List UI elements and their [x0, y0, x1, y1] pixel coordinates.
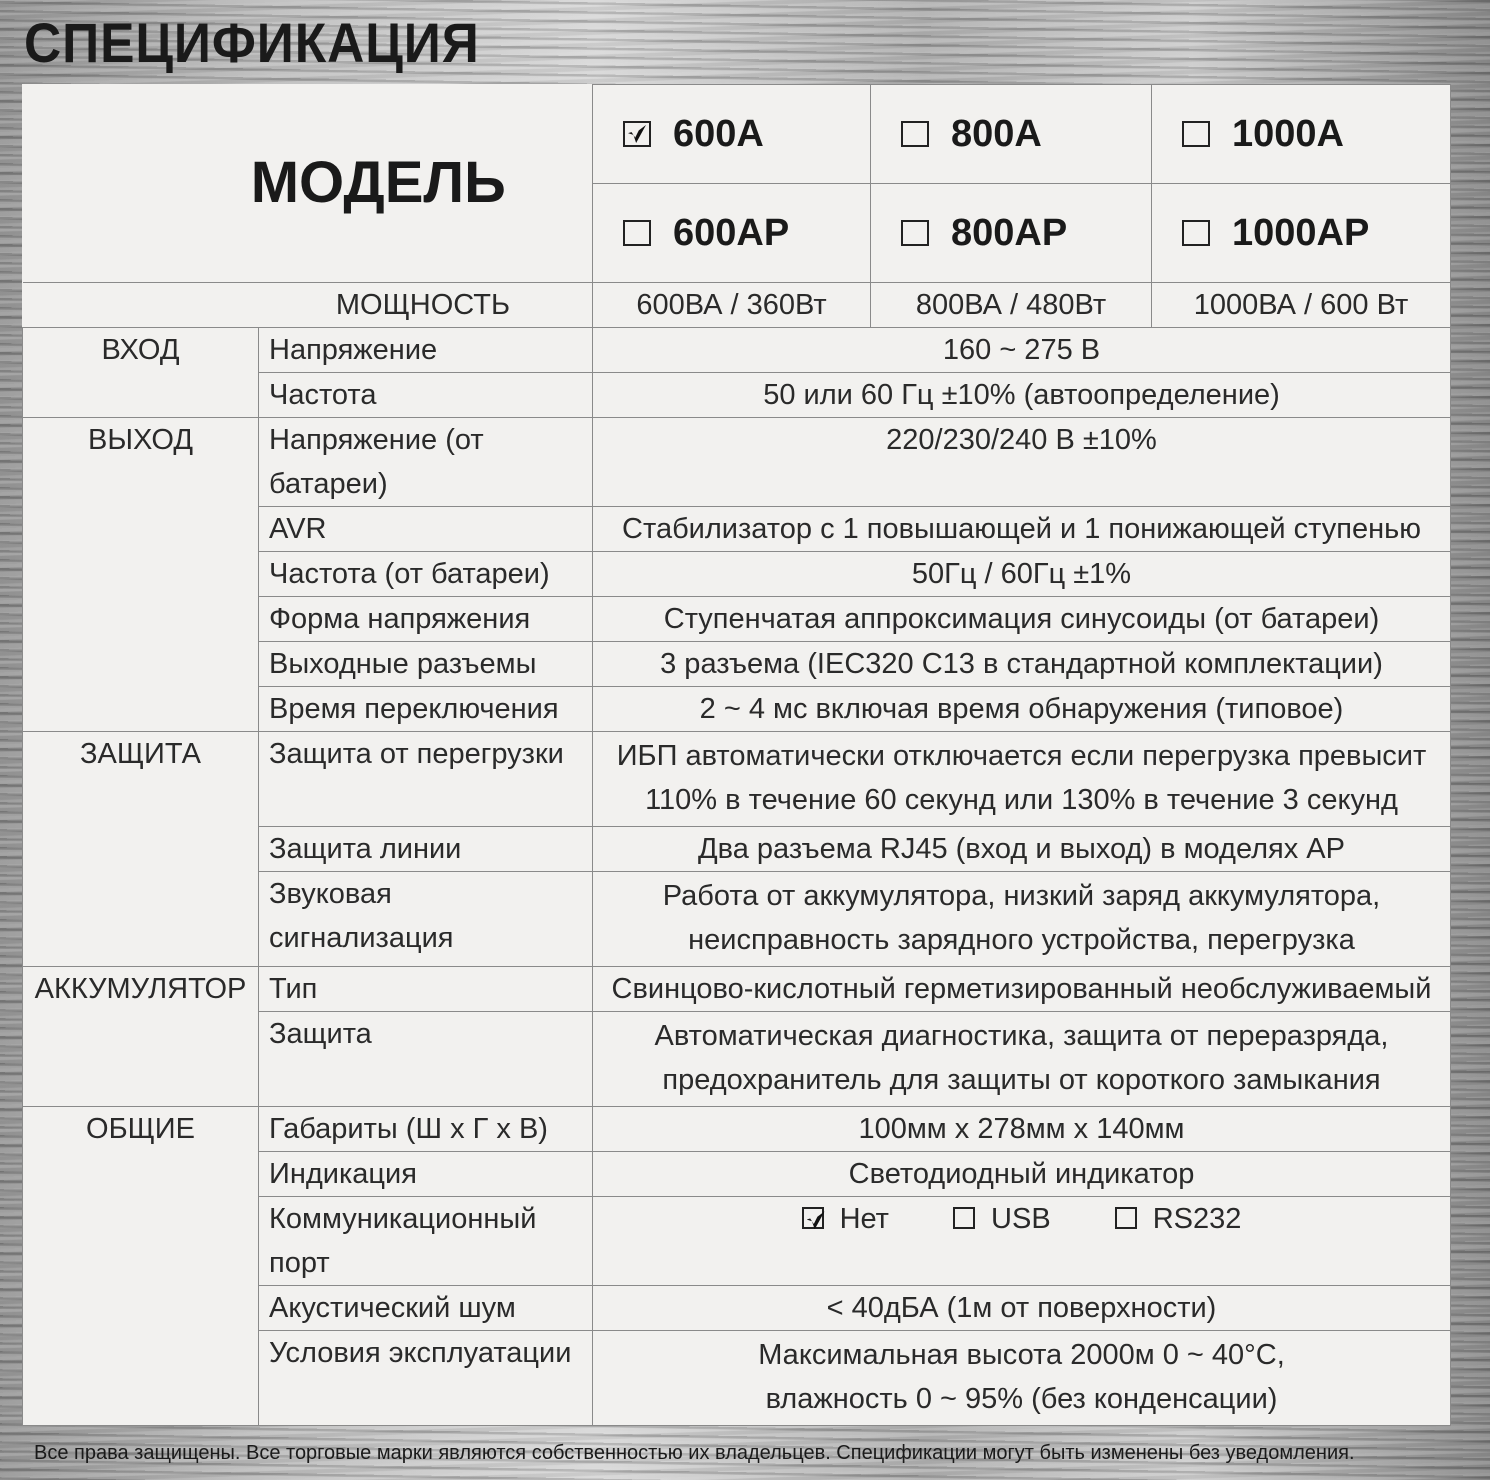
checkbox-icon[interactable] [1182, 220, 1210, 246]
param-label: Форма напряжения [259, 597, 593, 642]
param-value-line: Максимальная высота 2000м 0 ~ 40°С, [758, 1339, 1285, 1371]
param-label: Напряжение (от батареи) [259, 418, 593, 507]
model-option-label: 800AP [951, 212, 1068, 254]
section-label-general: ОБЩИЕ [23, 1107, 259, 1426]
param-value: Ступенчатая аппроксимация синусоиды (от батареи) [593, 597, 1451, 642]
param-label: Защита [259, 1012, 593, 1107]
model-option-800a[interactable] [871, 85, 1152, 184]
model-row-1 [23, 85, 1451, 184]
section-label-battery: АККУМУЛЯТОР [23, 967, 259, 1107]
footer-disclaimer: Все права защищены. Все торговые марки являются собственностью их владельцев. Спецификации могут быть изменены без уведомления. [34, 1442, 1355, 1464]
param-label: Тип [259, 967, 593, 1012]
spec-row [23, 967, 1451, 1012]
checkbox-icon[interactable] [901, 121, 929, 147]
comm-port-options [593, 1197, 1451, 1286]
port-option-none[interactable] [802, 1197, 889, 1241]
param-value: 3 разъема (IEC320 C13 в стандартной комплектации) [593, 642, 1451, 687]
param-value: Свинцово-кислотный герметизированный необслуживаемый [593, 967, 1451, 1012]
spec-row [23, 418, 1451, 507]
param-value-line: влажность 0 ~ 95% (без конденсации) [765, 1383, 1278, 1415]
param-label: AVR [259, 507, 593, 552]
param-label: Частота (от батареи) [259, 552, 593, 597]
model-label: МОДЕЛЬ [23, 85, 593, 283]
checkbox-icon[interactable] [1115, 1207, 1137, 1229]
param-value: 50 или 60 Гц ±10% (автоопределение) [593, 373, 1451, 418]
checkbox-icon[interactable] [953, 1207, 975, 1229]
checkbox-icon[interactable] [901, 220, 929, 246]
param-label: Акустический шум [259, 1286, 593, 1331]
checkbox-checked-icon[interactable] [623, 121, 651, 147]
model-option-1000a[interactable] [1152, 85, 1451, 184]
power-label: МОЩНОСТЬ [23, 283, 593, 328]
model-option-1000ap[interactable] [1152, 184, 1451, 283]
page-title: СПЕЦИФИКАЦИЯ [24, 11, 480, 74]
param-label: Звуковая сигнализация [259, 872, 593, 967]
param-value-line: ИБП автоматически отключается если перегрузка превысит [616, 740, 1427, 772]
model-option-800ap[interactable] [871, 184, 1152, 283]
port-option-label: RS232 [1152, 1203, 1242, 1235]
checkbox-icon[interactable] [623, 220, 651, 246]
param-value [593, 1331, 1451, 1426]
model-option-label: 600AP [673, 212, 790, 254]
spec-table [22, 84, 1451, 1426]
param-value [593, 872, 1451, 967]
section-label-input: ВХОД [23, 328, 259, 418]
port-option-rs232[interactable] [1115, 1197, 1242, 1241]
model-option-600a[interactable] [593, 85, 871, 184]
spec-row [23, 1107, 1451, 1152]
param-value: 50Гц / 60Гц ±1% [593, 552, 1451, 597]
param-value-line: предохранитель для защиты от короткого замыкания [662, 1064, 1381, 1096]
param-label: Частота [259, 373, 593, 418]
param-value [593, 1012, 1451, 1107]
param-label: Защита линии [259, 827, 593, 872]
power-value: 600ВА / 360Вт [593, 283, 871, 328]
port-option-label: Нет [839, 1203, 889, 1235]
param-value-line: Работа от аккумулятора, низкий заряд аккумулятора, [662, 880, 1381, 912]
param-label: Напряжение [259, 328, 593, 373]
spec-row [23, 328, 1451, 373]
checkbox-checked-icon[interactable] [802, 1207, 824, 1229]
param-value: 100мм х 278мм х 140мм [593, 1107, 1451, 1152]
param-value: 220/230/240 В ±10% [593, 418, 1451, 507]
param-value: < 40дБА (1м от поверхности) [593, 1286, 1451, 1331]
param-label: Габариты (Ш х Г х В) [259, 1107, 593, 1152]
param-value-line: 110% в течение 60 секунд или 130% в течение 3 секунд [645, 784, 1398, 816]
param-value: Светодиодный индикатор [593, 1152, 1451, 1197]
power-row [23, 283, 1451, 328]
param-value-line: неисправность зарядного устройства, перегрузка [688, 924, 1355, 956]
param-value [593, 732, 1451, 827]
port-option-usb[interactable] [953, 1197, 1051, 1241]
checkbox-icon[interactable] [1182, 121, 1210, 147]
param-label: Коммуникационный порт [259, 1197, 593, 1286]
port-option-label: USB [991, 1203, 1051, 1235]
param-value-line: Автоматическая диагностика, защита от переразряда, [654, 1020, 1389, 1052]
section-label-output: ВЫХОД [23, 418, 259, 732]
param-label: Условия эксплуатации [259, 1331, 593, 1426]
model-option-600ap[interactable] [593, 184, 871, 283]
model-option-label: 1000AP [1232, 212, 1370, 254]
model-option-label: 600A [673, 113, 764, 155]
param-value: 2 ~ 4 мс включая время обнаружения (типовое) [593, 687, 1451, 732]
param-label: Выходные разъемы [259, 642, 593, 687]
param-label: Индикация [259, 1152, 593, 1197]
section-label-protection: ЗАЩИТА [23, 732, 259, 967]
power-value: 1000ВА / 600 Вт [1152, 283, 1451, 328]
param-value: Два разъема RJ45 (вход и выход) в моделях AP [593, 827, 1451, 872]
param-value: 160 ~ 275 В [593, 328, 1451, 373]
param-label: Защита от перегрузки [259, 732, 593, 827]
power-value: 800ВА / 480Вт [871, 283, 1152, 328]
model-option-label: 1000A [1232, 113, 1344, 155]
spec-row [23, 732, 1451, 827]
param-value: Стабилизатор с 1 повышающей и 1 понижающей ступенью [593, 507, 1451, 552]
param-label: Время переключения [259, 687, 593, 732]
model-option-label: 800A [951, 113, 1042, 155]
